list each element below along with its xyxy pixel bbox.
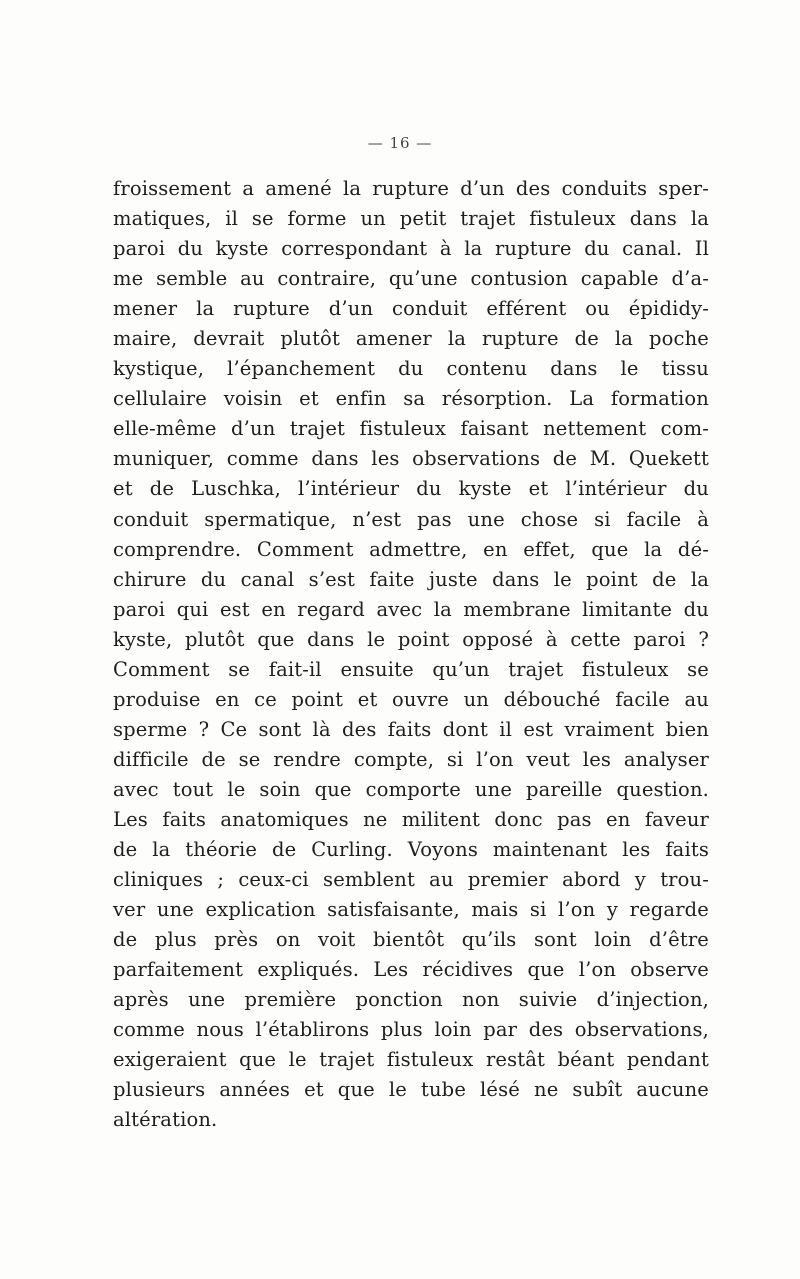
text-line: et de Luschka, l’intérieur du kyste et l’intérieur du: [113, 477, 709, 501]
text-line: cellulaire voisin et enfin sa résorption. La formation: [113, 387, 709, 411]
body-text: [113, 174, 709, 1136]
text-line: mener la rupture d’un conduit efférent ou épididy-: [113, 297, 709, 321]
text-line: produise en ce point et ouvre un débouché facile au: [113, 687, 709, 711]
text-line: maire, devrait plutôt amener la rupture de la poche: [113, 327, 709, 351]
text-line: me semble au contraire, qu’une contusion capable d’a-: [113, 267, 709, 291]
text-line: conduit spermatique, n’est pas une chose si facile à: [113, 507, 709, 531]
text-line: avec tout le soin que comporte une pareille question.: [113, 777, 709, 801]
text-line: parfaitement expliqués. Les récidives que l’on observe: [113, 958, 709, 982]
text-line: sperme ? Ce sont là des faits dont il est vraiment bien: [113, 717, 709, 741]
text-line: comme nous l’établirons plus loin par des observations,: [113, 1018, 709, 1042]
text-line: après une première ponction non suivie d’injection,: [113, 988, 709, 1012]
text-line: kyste, plutôt que dans le point opposé à cette paroi ?: [113, 627, 709, 651]
text-line: ver une explication satisfaisante, mais si l’on y regarde: [113, 898, 709, 922]
text-line: chirure du canal s’est faite juste dans le point de la: [113, 567, 709, 591]
text-line: altération.: [113, 1108, 218, 1132]
text-line: de la théorie de Curling. Voyons maintenant les faits: [113, 838, 709, 862]
text-line: de plus près on voit bientôt qu’ils sont loin d’être: [113, 928, 709, 952]
text-line: paroi qui est en regard avec la membrane limitante du: [113, 597, 709, 621]
text-line: Les faits anatomiques ne militent donc pas en faveur: [113, 807, 709, 831]
text-line: matiques, il se forme un petit trajet fistuleux dans la: [113, 207, 709, 231]
text-line: muniquer, comme dans les observations de M. Quekett: [113, 447, 709, 471]
page-number: — 16 —: [367, 134, 433, 152]
text-line: paroi du kyste correspondant à la rupture du canal. Il: [113, 237, 709, 261]
text-line: froissement a amené la rupture d’un des conduits sper-: [113, 177, 709, 200]
text-line: cliniques ; ceux-ci semblent au premier abord y trou-: [113, 868, 709, 892]
text-line: exigeraient que le trajet fistuleux restât béant pendant: [113, 1048, 709, 1072]
text-line: difficile de se rendre compte, si l’on veut les analyser: [113, 747, 709, 771]
text-line: elle-même d’un trajet fistuleux faisant nettement com-: [113, 417, 709, 441]
text-line: Comment se fait-il ensuite qu’un trajet fistuleux se: [113, 657, 709, 681]
text-line: kystique, l’épanchement du contenu dans le tissu: [113, 357, 709, 381]
text-line: plusieurs années et que le tube lésé ne subît aucune: [113, 1078, 709, 1102]
text-line: comprendre. Comment admettre, en effet, que la dé-: [113, 537, 709, 561]
